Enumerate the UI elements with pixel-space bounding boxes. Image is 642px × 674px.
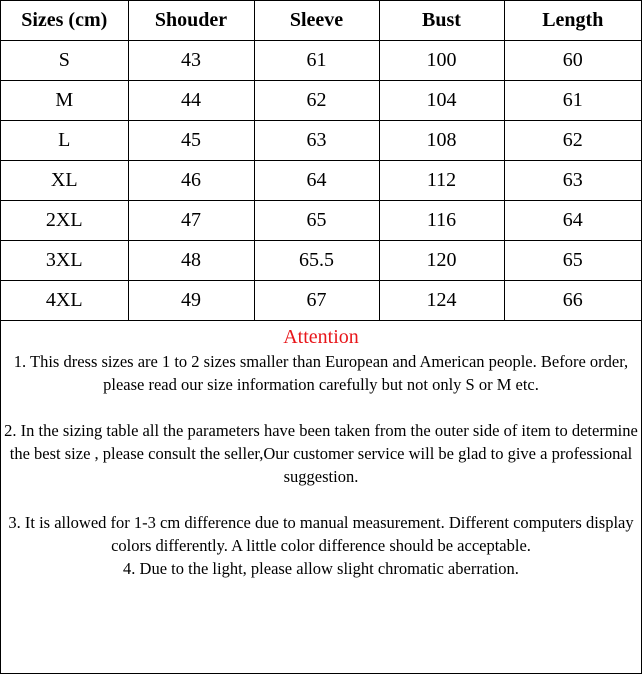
table-header-row bbox=[1, 1, 641, 41]
table-row bbox=[1, 161, 641, 201]
cell-shoulder: 43 bbox=[128, 41, 254, 81]
attention-note: 4. Due to the light, please allow slight chromatic aberration. bbox=[123, 559, 519, 578]
table-row bbox=[1, 41, 641, 81]
cell-shoulder: 47 bbox=[128, 201, 254, 241]
cell-size: L bbox=[1, 121, 128, 161]
cell-sleeve: 65.5 bbox=[254, 241, 379, 281]
cell-size: XL bbox=[1, 161, 128, 201]
size-table bbox=[1, 1, 641, 321]
header-sizes: Sizes (cm) bbox=[1, 1, 128, 41]
cell-size: 4XL bbox=[1, 281, 128, 321]
cell-bust: 116 bbox=[379, 201, 504, 241]
cell-sleeve: 67 bbox=[254, 281, 379, 321]
header-sleeve: Sleeve bbox=[254, 1, 379, 41]
cell-size: 2XL bbox=[1, 201, 128, 241]
cell-sleeve: 62 bbox=[254, 81, 379, 121]
attention-note: 2. In the sizing table all the parameters have been taken from the outer side of item to determine the best size , please consult the seller,Our customer service will be glad to give a professional suggestion. bbox=[4, 421, 638, 486]
cell-shoulder: 48 bbox=[128, 241, 254, 281]
cell-length: 64 bbox=[504, 201, 641, 241]
cell-sleeve: 61 bbox=[254, 41, 379, 81]
cell-bust: 100 bbox=[379, 41, 504, 81]
cell-bust: 108 bbox=[379, 121, 504, 161]
cell-shoulder: 45 bbox=[128, 121, 254, 161]
cell-size: M bbox=[1, 81, 128, 121]
cell-sleeve: 64 bbox=[254, 161, 379, 201]
cell-bust: 104 bbox=[379, 81, 504, 121]
cell-shoulder: 49 bbox=[128, 281, 254, 321]
cell-bust: 120 bbox=[379, 241, 504, 281]
attention-title: Attention bbox=[283, 326, 359, 348]
cell-sleeve: 65 bbox=[254, 201, 379, 241]
cell-size: S bbox=[1, 41, 128, 81]
cell-shoulder: 46 bbox=[128, 161, 254, 201]
attention-section bbox=[1, 324, 641, 580]
attention-note: 1. This dress sizes are 1 to 2 sizes smaller than European and American people. Before order, please read our size information carefully but not only S or M etc. bbox=[13, 352, 629, 394]
cell-length: 62 bbox=[504, 121, 641, 161]
cell-bust: 124 bbox=[379, 281, 504, 321]
table-row bbox=[1, 81, 641, 121]
cell-bust: 112 bbox=[379, 161, 504, 201]
table-row bbox=[1, 281, 641, 321]
cell-shoulder: 44 bbox=[128, 81, 254, 121]
header-length: Length bbox=[504, 1, 641, 41]
table-row bbox=[1, 241, 641, 281]
cell-sleeve: 63 bbox=[254, 121, 379, 161]
note-spacer bbox=[1, 488, 641, 511]
cell-length: 60 bbox=[504, 41, 641, 81]
cell-length: 63 bbox=[504, 161, 641, 201]
table-row bbox=[1, 121, 641, 161]
header-bust: Bust bbox=[379, 1, 504, 41]
table-row bbox=[1, 201, 641, 241]
attention-note: 3. It is allowed for 1-3 cm difference due to manual measurement. Different computers display colors differently. A little color difference should be acceptable. bbox=[8, 513, 634, 555]
header-shoulder: Shouder bbox=[128, 1, 254, 41]
cell-length: 61 bbox=[504, 81, 641, 121]
cell-size: 3XL bbox=[1, 241, 128, 281]
note-spacer bbox=[1, 396, 641, 419]
cell-length: 66 bbox=[504, 281, 641, 321]
cell-length: 65 bbox=[504, 241, 641, 281]
